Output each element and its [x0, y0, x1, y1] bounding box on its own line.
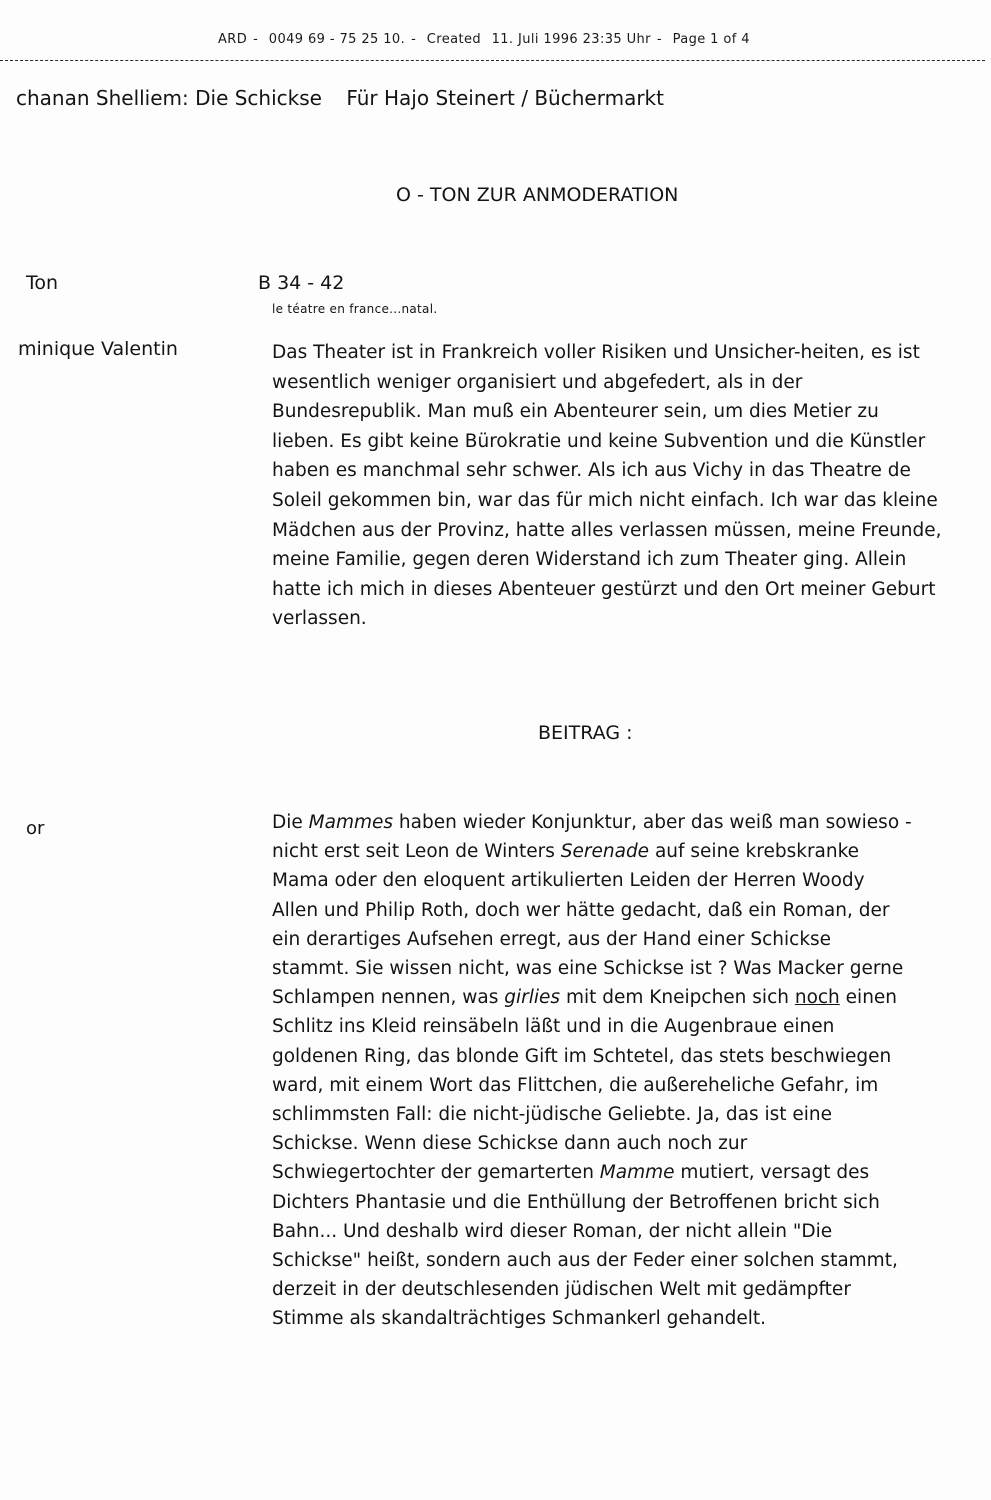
- title-recipient: Für Hajo Steinert / Büchermarkt: [346, 86, 664, 110]
- title-author-work: chanan Shelliem: Die Schickse: [16, 86, 322, 110]
- tape-cue: le téatre en france...natal.: [272, 302, 438, 316]
- beitrag-heading: BEITRAG :: [538, 722, 633, 744]
- underlined-noch: noch: [794, 987, 840, 1009]
- fax-created-date: 11. Juli 1996 23:35 Uhr: [491, 32, 651, 47]
- oton-heading: O - TON ZUR ANMODERATION: [396, 184, 679, 206]
- term-girlies: girlies: [504, 987, 561, 1009]
- fax-page-number: Page 1 of 4: [672, 32, 750, 47]
- fax-divider: [0, 60, 985, 61]
- term-mammes: Mammes: [308, 812, 394, 833]
- fax-number: 0049 69 - 75 25 10.: [268, 32, 406, 47]
- fax-station: ARD: [218, 32, 248, 47]
- fax-created-label: Created: [426, 32, 482, 47]
- speaker-label-or: or: [26, 818, 45, 839]
- document-title: [16, 86, 664, 110]
- valentin-quote: Das Theater ist in Frankreich voller Risiken und Unsicher-heiten, es ist wesentlich weniger organisiert und abgefedert, als in der Bundesrepublik. Man muß ein Abenteurer sein, um dies Metier zu lieben. Es gibt keine Bürokratie und keine Subvention und die Künstler haben es manchmal sehr schwer. Als ich aus Vichy in das Theatre de Soleil gekommen bin, war das für mich nicht einfach. Ich war das kleine Mädchen aus der Provinz, hatte alles verlassen müssen, meine Freunde, meine Familie, gegen deren Widerstand ich zum Theater ging. Allein hatte ich mich in dieses Abenteuer gestürzt und den Ort meiner Geburt verlassen.: [272, 342, 942, 630]
- tape-reference: B 34 - 42: [258, 272, 345, 294]
- term-mamme: Mamme: [599, 1162, 675, 1184]
- fax-header: ARD - 0049 69 - 75 25 10. - Created 11. Juli 1996 23:35 Uhr - Page 1 of 4: [218, 32, 750, 47]
- title-serenade: Serenade: [560, 841, 650, 863]
- speaker-label-valentin: minique Valentin: [18, 338, 178, 360]
- beitrag-paragraph: Die Mammes haben wieder Konjunktur, aber das weiß man sowieso - nicht erst seit Leon de Winters Serenade auf seine krebskranke Mama oder den eloquent artikulierten Leiden der Herren Woody Allen und Philip Roth, doch wer hätte gedacht, daß ein Roman, der ein derartiges Aufsehen erregt, aus der Hand einer Schickse stammt. Sie wissen nicht, was eine Schickse ist ? Was Macker gerne Schlampen nennen, was girlies mit dem Kneipchen sich noch einen Schlitz ins Kleid reinsäbeln läßt und in die Augenbraue einen goldenen Ring, das blonde Gift im Schtetel, das stets beschwiegen ward, mit einem Wort das Flittchen, die außereheliche Gefahr, im schlimmsten Fall: die nicht-jüdische Geliebte. Ja, das ist eine Schickse. Wenn diese Schickse dann auch noch zur Schwiegertochter der gemarterten Mamme mutiert, versagt des Dichters Phantasie und die Enthüllung der Betroffenen bricht sich Bahn... Und deshalb wird dieser Roman, der nicht allein "Die Schickse" heißt, sondern auch aus der Feder einer solchen stammt, derzeit in der deutschlesenden jüdischen Welt mit gedämpfter Stimme als skandalträchtiges Schmankerl gehandelt.: [272, 812, 912, 1330]
- speaker-label-ton: Ton: [26, 272, 59, 294]
